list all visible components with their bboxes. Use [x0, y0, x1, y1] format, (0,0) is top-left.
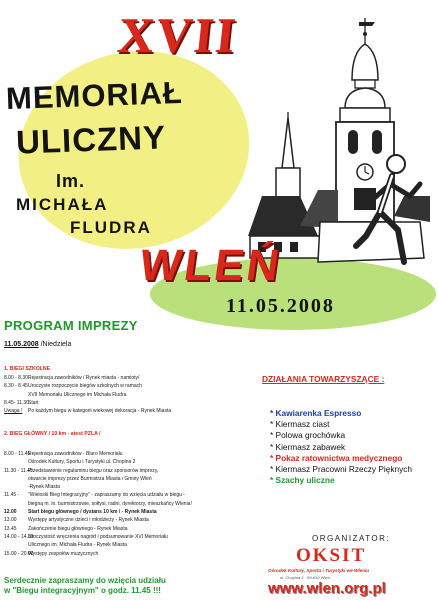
- section-school-runs-list: [4, 374, 250, 415]
- website-link[interactable]: www.wlen.org.pl: [268, 580, 386, 597]
- program-row-text: Ulicznego im. Michała Fludra - Rynek Miasta: [28, 542, 127, 549]
- program-row-text: Rejestracja zawodników / Rynek miasta - namioty/: [28, 375, 140, 381]
- program-row-time: [4, 458, 28, 466]
- activity-item: * Kiermasz zabawek: [270, 441, 346, 452]
- section-school-runs-heading: 1. BIEGI SZKOLNE: [4, 366, 51, 372]
- program-row-text: otwarcie imprezy przez Burmistrza Miasta i Gminy Wleń: [28, 475, 152, 482]
- program-row-time: 15.00 - 20.00: [4, 550, 34, 557]
- weather-vane-icon: [359, 18, 375, 44]
- activity-item: * Szachy uliczne: [270, 475, 335, 486]
- program-row-time: 8.45- 11.30: [4, 399, 29, 406]
- program-row-time: Uwaga !: [4, 408, 23, 415]
- title-name-first: MICHAŁA: [16, 195, 109, 214]
- program-row-text: -Rynek Miasta: [28, 484, 60, 491]
- program-row: [4, 399, 250, 407]
- program-row-time: 12.00: [4, 509, 17, 516]
- program-row: [4, 500, 250, 508]
- program-title: PROGRAM IMPREZY: [4, 318, 138, 333]
- edition-number: XVII: [115, 7, 241, 63]
- program-row: [4, 525, 250, 533]
- program-row-time: [4, 500, 28, 508]
- oksit-logo: OKSIT: [296, 545, 367, 566]
- program-row-text: Ośrodek Kultury, Sportu i Turystyki ul. Chopina 2: [28, 459, 136, 466]
- program-row: [4, 382, 250, 390]
- invitation-line-1: Serdecznie zapraszamy do wzięcia udziału: [4, 576, 166, 585]
- program-row-time: [4, 391, 28, 399]
- program-row-time: [4, 483, 28, 491]
- program-date-value: 11.05.2008: [4, 341, 39, 348]
- invitation-text: [4, 576, 166, 596]
- title-line-uliczny: ULICZNY: [15, 118, 167, 161]
- organizer-label: ORGANIZATOR:: [312, 534, 391, 543]
- program-row: [4, 467, 250, 475]
- program-row: [4, 450, 250, 458]
- program-row-time: 8.00 - 11.45: [4, 451, 31, 457]
- program-row-text: Przedstawienie regulaminu biegu oraz sponsorów imprezy,: [28, 467, 159, 474]
- program-row-text: "Wieloski Bieg Integracyjny" - zapraszamy do wzięcia udziału w biegu -: [28, 492, 185, 499]
- program-row: [4, 533, 250, 541]
- section-main-run-heading: 2. BIEG GŁÓWNY / 10 km - atest PZLA /: [4, 431, 101, 437]
- activities-list: [270, 408, 412, 486]
- title-im: Im.: [56, 171, 86, 191]
- organizer-full-name: Ośrodek Kultury, Sportu i Turystyki we Wleniu: [268, 568, 370, 573]
- program-row: [4, 374, 250, 382]
- organizer-address: ul. Chopina 2 · 59-610 Wleń: [280, 575, 330, 580]
- program-date: [4, 341, 71, 348]
- program-row: [4, 391, 250, 399]
- program-row-time: 11.30 - 11.45: [4, 467, 33, 474]
- title-line-memorial: MEMORIAŁ: [5, 74, 184, 117]
- program-row-text: Rejestracja zawodników - Biuro Memoriału: [28, 451, 123, 457]
- event-date: 11.05.2008: [226, 295, 335, 317]
- program-row-time: 14.00 - 14.30: [4, 533, 34, 540]
- program-row-time: 8.00 - 8.30: [4, 375, 28, 381]
- program-row-time: 11.45 -: [4, 492, 20, 499]
- program-row: [4, 541, 250, 549]
- activities-title: DZIAŁANIA TOWARZYSZĄCE :: [262, 374, 385, 384]
- program-row-text: XVII Memoriału Ulicznego im Michała Fludra: [28, 391, 127, 398]
- program-row-text: Start: [28, 399, 39, 406]
- program-row: [4, 491, 250, 499]
- activity-item: * Kawiarenka Espresso: [270, 408, 362, 418]
- program-row: [4, 475, 250, 483]
- town-name: WLEŃ: [136, 241, 286, 290]
- activity-item: * Polowa grochówka: [270, 430, 346, 441]
- invitation-line-2: w "Biegu integracyjnym" o godz. 11.45 !!!: [4, 586, 161, 595]
- program-row-time: [4, 541, 28, 549]
- program-row: [4, 483, 250, 491]
- program-row-text: Występy zespołów muzycznych: [28, 550, 99, 557]
- program-row-text: Po każdym biegu w kategorii wiekowej dekoracja - Rynek Miasta: [28, 408, 172, 415]
- activity-item: * Pokaz ratownictwa medycznego: [270, 452, 403, 463]
- section-main-run-list: [4, 450, 250, 558]
- program-row-text: biegną m. in. burmistrzowie, sołtysi, radni, dyrektorzy, mieszkańcy Wlenia!: [28, 500, 192, 507]
- program-day: /Niedziela: [38, 341, 72, 348]
- program-row-text: Uroczystość wręczenia nagród i podsumowanie XVI Memoriału: [28, 533, 168, 540]
- program-row: [4, 458, 250, 466]
- title-name-last: FLUDRA: [70, 218, 152, 237]
- program-row: [4, 516, 250, 524]
- program-row: [4, 407, 250, 415]
- program-row-text: Start biegu głównego / dystans 10 km / - Rynek Miasta: [28, 509, 157, 516]
- program-row-text: Występy artystyczne dzieci i młodzieży - Rynek Miasta: [28, 517, 149, 524]
- program-row-time: [4, 475, 28, 483]
- program-row: [4, 508, 250, 516]
- program-row-text: Uroczyste rozpoczęcie biegów szkolnych w ramach: [28, 383, 142, 390]
- activity-item: * Kiermasz ciast: [270, 419, 330, 430]
- program-row-text: Zakończenie biegu głównego - Rynek Miasta: [28, 525, 128, 532]
- program-row-time: 13.00: [4, 517, 17, 524]
- program-row-time: 8.30 - 8.45: [4, 383, 28, 390]
- program-row-time: 13.45: [4, 525, 17, 532]
- activity-item: * Kiermasz Pracowni Rzeczy Pięknych: [270, 464, 413, 475]
- program-row: [4, 550, 250, 558]
